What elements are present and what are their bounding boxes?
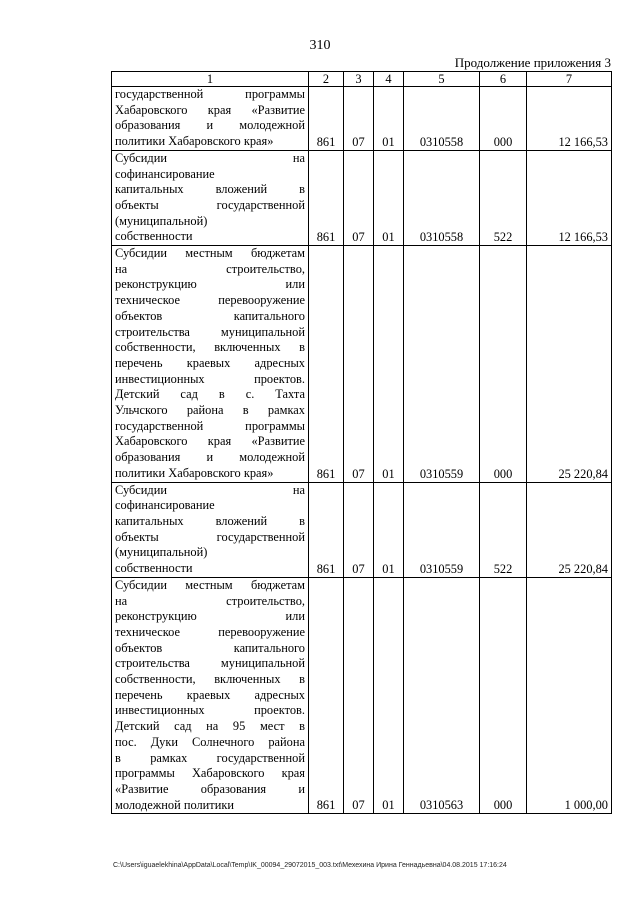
footer-file-path: C:\Users\iguaelekhina\AppData\Local\Temp\IK_00094_29072015_003.txt\Мехехина Ирина Геннадьевна\04.08.2015 17:16:24 (113, 862, 507, 869)
row-name-line: капитальных вложений в (115, 513, 305, 528)
code-cell: 01 (374, 482, 404, 577)
code-cell: 861 (309, 246, 344, 483)
row-name-line: собственности, включенных в (115, 340, 305, 355)
row-name-line: объекты государственной (115, 529, 305, 544)
table-row (112, 150, 612, 245)
table-header-row (112, 72, 612, 87)
row-name-line: техническое перевооружение (115, 293, 305, 308)
row-name-line: собственности (115, 561, 193, 576)
code-cell: 522 (480, 150, 527, 245)
row-name-line: собственности, включенных в (115, 672, 305, 687)
row-name-line: софинансирование (115, 498, 215, 513)
amount-cell: 25 220,84 (527, 246, 612, 483)
code-cell: 0310559 (404, 482, 480, 577)
row-name-line: Субсидии на (115, 150, 305, 165)
code-cell: 0310563 (404, 577, 480, 814)
header-cell: 1 (112, 72, 309, 87)
row-name-line: образования и молодежной (115, 450, 305, 465)
amount-cell: 25 220,84 (527, 482, 612, 577)
amount-cell: 1 000,00 (527, 577, 612, 814)
amount-cell: 12 166,53 (527, 150, 612, 245)
header-cell: 3 (344, 72, 374, 87)
table-row (112, 577, 612, 814)
row-name-cell (112, 87, 309, 151)
row-name-line: Ульчского района в рамках (115, 403, 305, 418)
row-name-line: реконструкцию или (115, 277, 305, 292)
code-cell: 861 (309, 87, 344, 151)
row-name-line: перечень краевых адресных (115, 687, 305, 702)
row-name-cell (112, 150, 309, 245)
row-name-line: Детский сад в с. Тахта (115, 387, 305, 402)
header-cell: 4 (374, 72, 404, 87)
code-cell: 07 (344, 246, 374, 483)
row-name-line: «Развитие образования и (115, 781, 305, 796)
code-cell: 861 (309, 482, 344, 577)
code-cell: 07 (344, 150, 374, 245)
code-cell: 0310558 (404, 150, 480, 245)
row-name-line: политики Хабаровского края» (115, 134, 274, 149)
row-name-line: в рамках государственной (115, 750, 305, 765)
row-name-line: Субсидии на (115, 482, 305, 497)
code-cell: 01 (374, 87, 404, 151)
row-name-line: политики Хабаровского края» (115, 465, 274, 480)
row-name-line: капитальных вложений в (115, 182, 305, 197)
header-cell: 6 (480, 72, 527, 87)
code-cell: 0310558 (404, 87, 480, 151)
row-name-line: Детский сад на 95 мест в (115, 719, 305, 734)
code-cell: 000 (480, 87, 527, 151)
row-name-cell (112, 577, 309, 814)
row-name-line: объектов капитального (115, 640, 305, 655)
table-row (112, 482, 612, 577)
row-name-line: (муниципальной) (115, 213, 208, 228)
row-name-line: на строительство, (115, 261, 305, 276)
budget-table (111, 71, 612, 814)
row-name-line: Хабаровского края «Развитие (115, 434, 305, 449)
row-name-line: инвестиционных проектов. (115, 703, 305, 718)
code-cell: 861 (309, 577, 344, 814)
row-name-line: объектов капитального (115, 308, 305, 323)
row-name-line: Хабаровского края «Развитие (115, 102, 305, 117)
row-name-line: собственности (115, 229, 193, 244)
row-name-line: перечень краевых адресных (115, 355, 305, 370)
row-name-line: государственной программы (115, 87, 305, 101)
row-name-line: Субсидии местным бюджетам (115, 577, 305, 592)
code-cell: 0310559 (404, 246, 480, 483)
header-cell: 7 (527, 72, 612, 87)
row-name-line: программы Хабаровского края (115, 766, 305, 781)
code-cell: 07 (344, 577, 374, 814)
row-name-line: реконструкцию или (115, 609, 305, 624)
row-name-cell (112, 246, 309, 483)
code-cell: 861 (309, 150, 344, 245)
code-cell: 01 (374, 246, 404, 483)
row-name-line: Субсидии местным бюджетам (115, 246, 305, 261)
table-row (112, 87, 612, 151)
page-number: 310 (309, 38, 331, 53)
row-name-line: государственной программы (115, 418, 305, 433)
code-cell: 07 (344, 87, 374, 151)
code-cell: 522 (480, 482, 527, 577)
row-name-line: на строительство, (115, 593, 305, 608)
row-name-line: объекты государственной (115, 197, 305, 212)
amount-cell: 12 166,53 (527, 87, 612, 151)
header-cell: 2 (309, 72, 344, 87)
code-cell: 07 (344, 482, 374, 577)
code-cell: 000 (480, 246, 527, 483)
code-cell: 01 (374, 577, 404, 814)
row-name-line: софинансирование (115, 166, 215, 181)
row-name-cell (112, 482, 309, 577)
row-name-line: строительства муниципальной (115, 324, 305, 339)
table-row (112, 246, 612, 483)
row-name-line: образования и молодежной (115, 118, 305, 133)
row-name-line: инвестиционных проектов. (115, 371, 305, 386)
row-name-line: техническое перевооружение (115, 624, 305, 639)
row-name-line: (муниципальной) (115, 545, 208, 560)
row-name-line: молодежной политики (115, 797, 234, 812)
continuation-label: Продолжение приложения 3 (454, 55, 611, 70)
row-name-line: пос. Дуки Солнечного района (115, 734, 305, 749)
row-name-line: строительства муниципальной (115, 656, 305, 671)
code-cell: 000 (480, 577, 527, 814)
code-cell: 01 (374, 150, 404, 245)
header-cell: 5 (404, 72, 480, 87)
